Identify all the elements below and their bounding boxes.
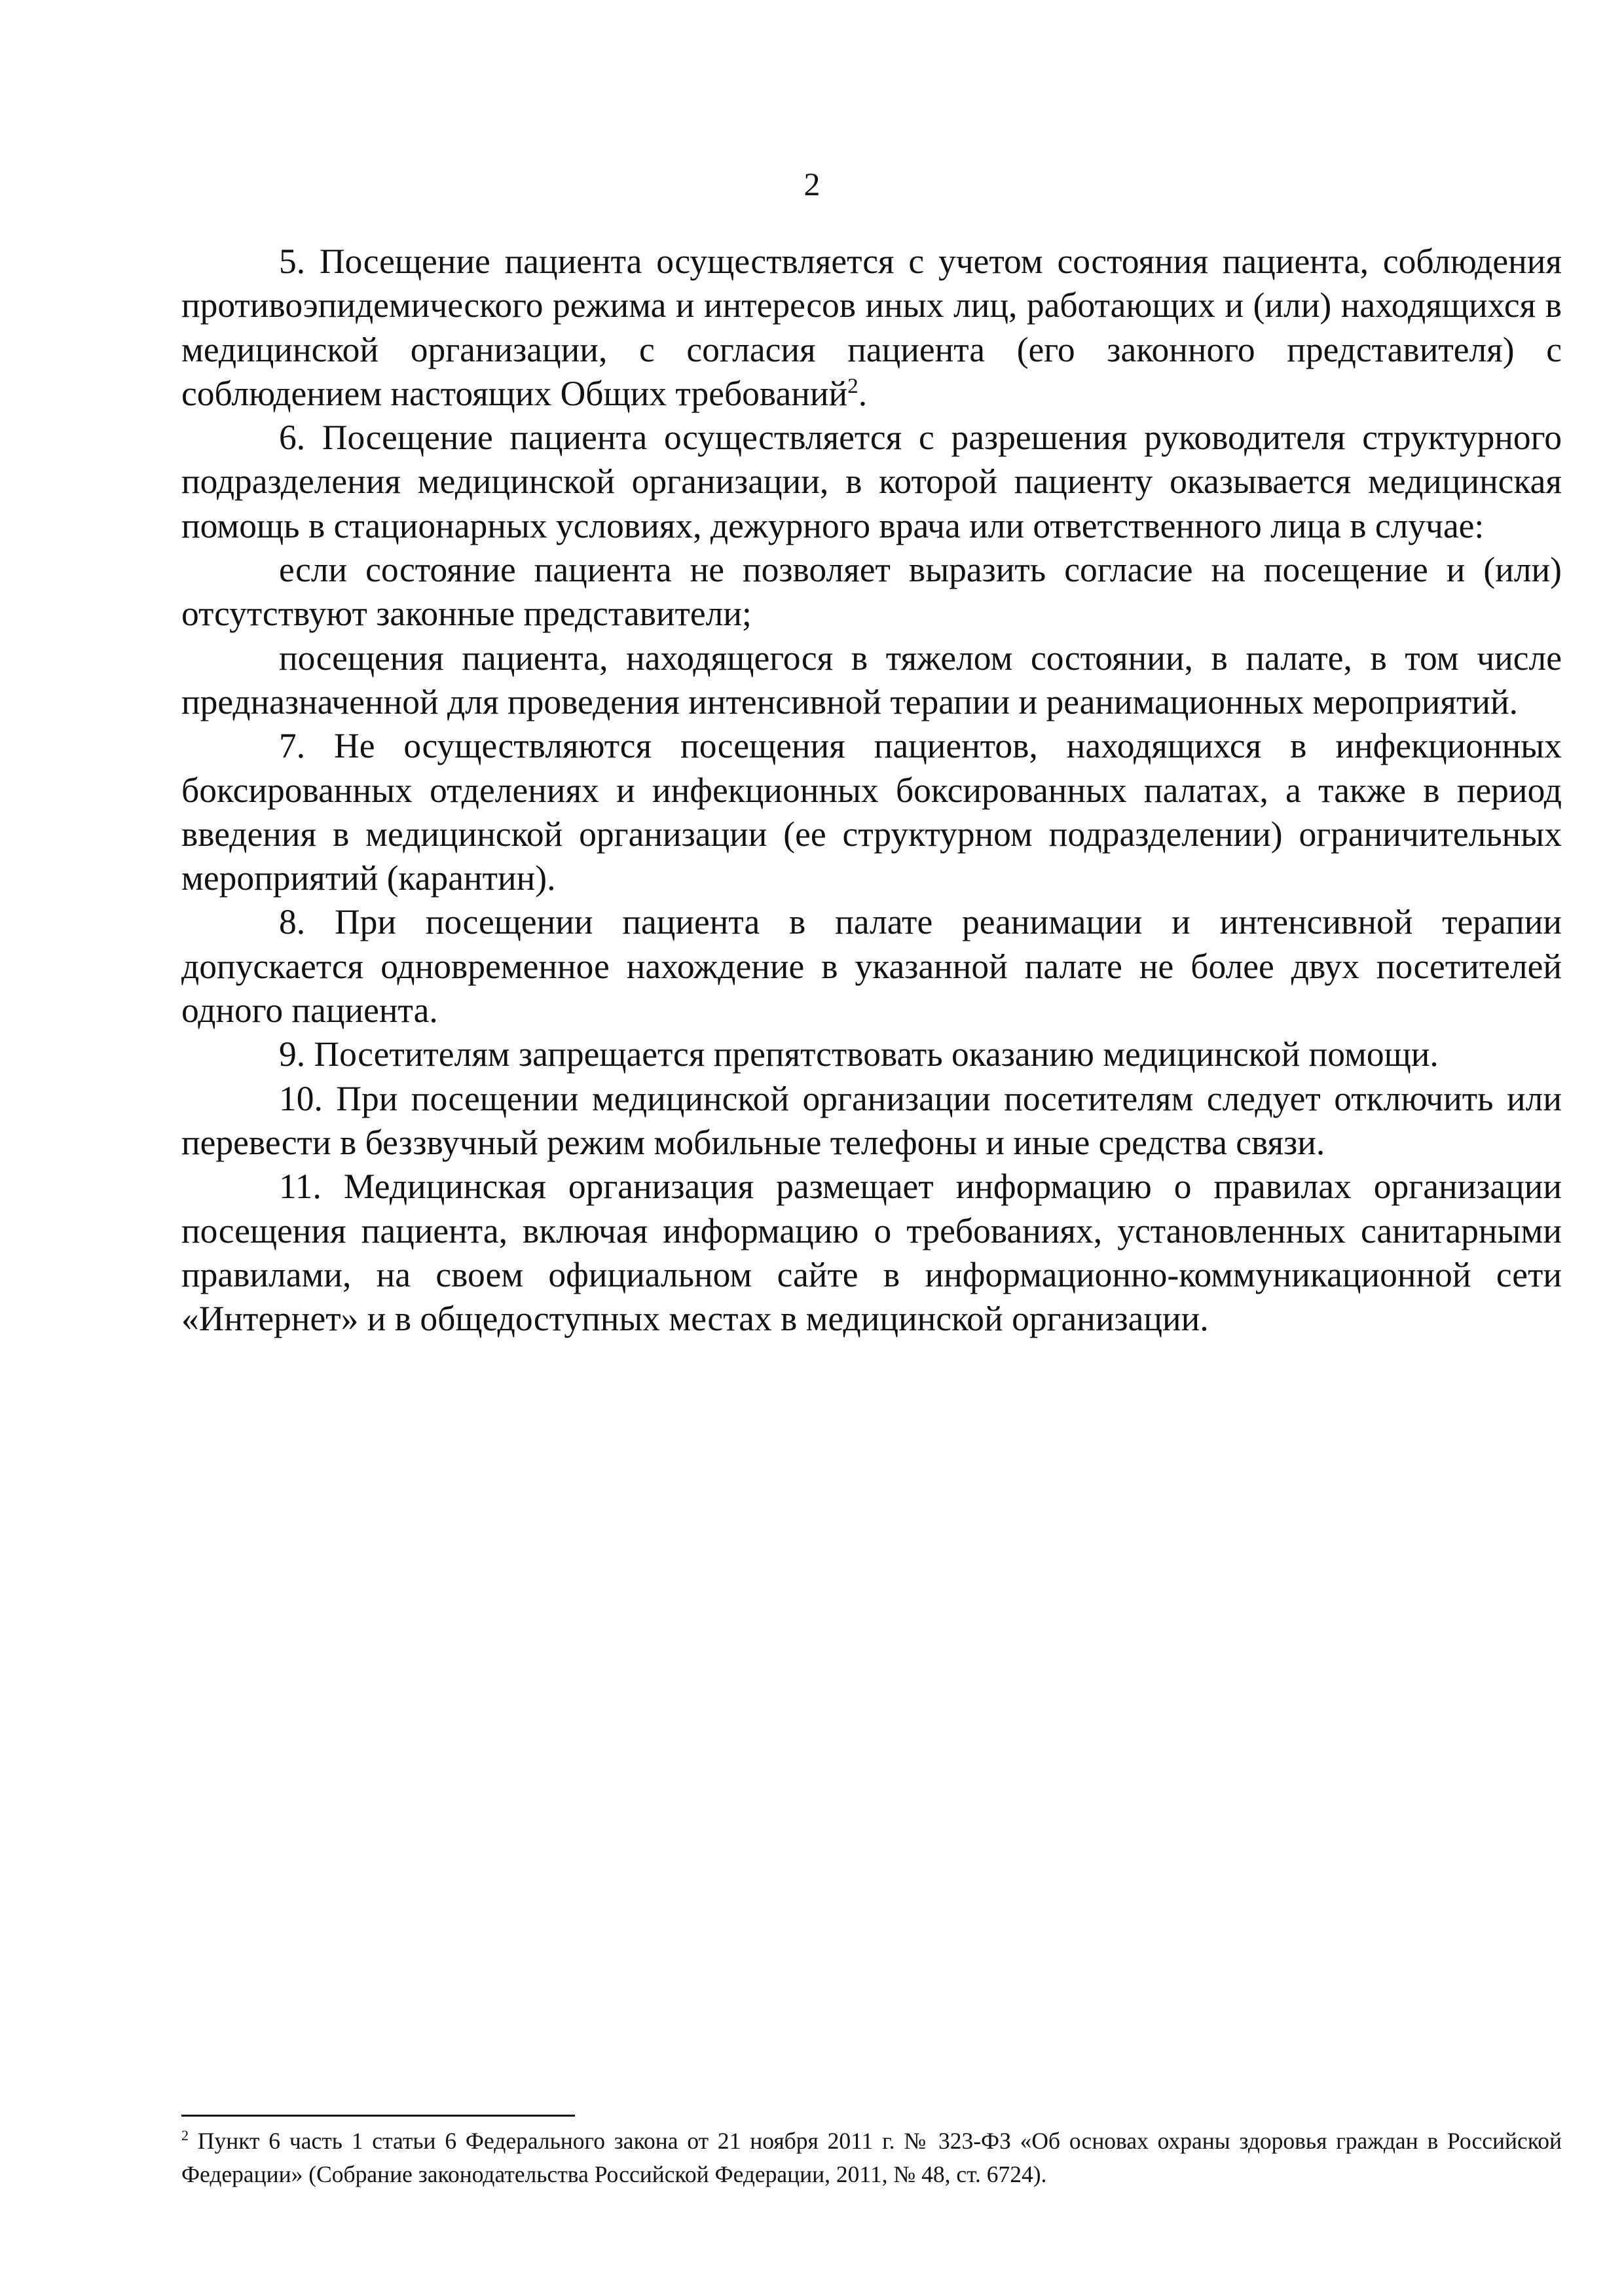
paragraph-6-case-2: посещения пациента, находящегося в тяжелом состоянии, в палате, в том числе предназначенной для проведения интенсивной терапии и реанимационных мероприятий. [181,638,1562,721]
paragraph-5-text: 5. Посещение пациента осуществляется с учетом состояния пациента, соблюдения противоэпидемического режима и интересов иных лиц, работающих и (или) находящихся в медицинской организации, с согласия пациента (его законного представителя) с соблюдением настоящих Общих требований [181,242,1562,413]
footnote [181,2124,1562,2191]
paragraph-7: 7. Не осуществляются посещения пациентов, находящихся в инфекционных боксированных отделениях и инфекционных боксированных палатах, а также в период введения в медицинской организации (ее структурном подразделении) ограничительных мероприятий (карантин). [181,726,1562,898]
footnote-text: Пункт 6 часть 1 статьи 6 Федерального закона от 21 ноября 2011 г. № 323-ФЗ «Об основах охраны здоровья граждан в Российской Федерации» (Собрание законодательства Российской Федерации, 2011, № 48, ст. 6724). [181,2128,1562,2187]
paragraph-10: 10. При посещении медицинской организации посетителям следует отключить или перевести в беззвучный режим мобильные телефоны и иные средства связи. [181,1078,1562,1162]
paragraph-6: 6. Посещение пациента осуществляется с разрешения руководителя структурного подразделения медицинской организации, в которой пациенту оказывается медицинская помощь в стационарных условиях, дежурного врача или ответственного лица в случае: [181,418,1562,545]
footnote-marker: 2 [181,2127,189,2144]
document-body [181,240,1562,1341]
paragraph-9: 9. Посетителям запрещается препятствовать оказанию медицинской помощи. [279,1034,1439,1074]
footnote-reference: 2 [847,374,858,399]
paragraph-5-end: . [858,373,868,413]
footnote-separator [181,2115,575,2117]
paragraph-6-case-1: если состояние пациента не позволяет выразить согласие на посещение и (или) отсутствуют законные представители; [181,550,1562,634]
paragraph-5 [181,240,1562,416]
page-number: 2 [803,166,821,202]
paragraph-11: 11. Медицинская организация размещает информацию о правилах организации посещения пациента, включая информацию о требованиях, установленных санитарными правилами, на своем официальном сайте в информационно-коммуникационной сети «Интернет» и в общедоступных местах в медицинской организации. [181,1167,1562,1339]
paragraph-8: 8. При посещении пациента в палате реанимации и интенсивной терапии допускается одновременное нахождение в указанной палате не более двух посетителей одного пациента. [181,902,1562,1030]
